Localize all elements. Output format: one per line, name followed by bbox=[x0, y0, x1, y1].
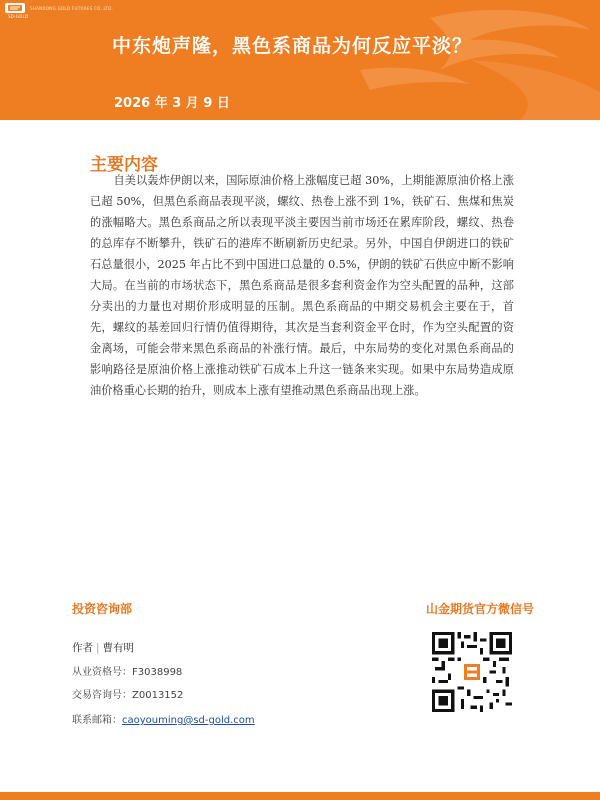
author-line bbox=[72, 640, 134, 655]
consultation-label: 交易咨询号： bbox=[72, 690, 132, 701]
main-content-paragraph: 自美以轰炸伊朗以来，国际原油价格上涨幅度已超 30%，上期能源原油价格上涨已超 50%，但黑色系商品表现平淡，螺纹、热卷上涨不到 1%，铁矿石、焦煤和焦炭的涨幅略大。黑色系商品之所以表现平淡主要因当前市场还在累库阶段，螺纹、热卷的总库存不断攀升，铁矿石的港库不断刷新历史纪录。另外，中国自伊朗进口的铁矿石总量很小，2025 年占比不到中国进口总量的 0.5%，伊朗的铁矿石供应中断不影响大局。在当前的市场状态下，黑色系商品是很多套利资金作为空头配置的品种，这部分卖出的力量也对期价形成明显的压制。黑色系商品的中期交易机会主要在于，首先，螺纹的基差回归行情仍值得期待，其次是当套利资金平仓时，作为空头配置的资金离场，可能会带来黑色系商品的补涨行情。最后，中东局势的变化对黑色系商品的影响路径是原油价格上涨推动铁矿石成本上升这一链条来实现。如果中东局势造成原油价格重心长期的抬升，则成本上涨有望推动黑色系商品出现上涨。 bbox=[90, 174, 514, 397]
report-date: 2026 年 3 月 9 日 bbox=[114, 96, 230, 111]
wechat-label: 山金期货官方微信号 bbox=[425, 602, 534, 616]
logo-company-name: SHANDONG GOLD FUTURES CO.,LTD. bbox=[30, 6, 114, 11]
qualification-number: F3038998 bbox=[132, 667, 183, 678]
footer-bar bbox=[0, 792, 600, 800]
author-separator: | bbox=[96, 642, 100, 654]
company-logo bbox=[4, 2, 164, 20]
qualification-label: 从业资格号： bbox=[72, 667, 132, 678]
logo-subtext: SD-GOLD bbox=[8, 14, 29, 19]
author-name: 曹有明 bbox=[102, 642, 135, 654]
section-heading: 主要内容 bbox=[90, 155, 158, 175]
qualification-line bbox=[72, 663, 182, 678]
report-header bbox=[0, 0, 600, 120]
consultation-number: Z0013152 bbox=[132, 690, 184, 701]
department-label: 投资咨询部 bbox=[72, 602, 133, 616]
email-label: 联系邮箱： bbox=[72, 715, 122, 726]
report-title: 中东炮声隆，黑色系商品为何反应平淡？ bbox=[112, 35, 473, 57]
wechat-qr-code-icon[interactable] bbox=[432, 632, 512, 712]
author-label: 作者 bbox=[72, 642, 93, 654]
email-link[interactable]: caoyouming@sd-gold.com bbox=[122, 715, 255, 726]
email-line bbox=[72, 711, 255, 726]
consultation-line bbox=[72, 686, 183, 701]
